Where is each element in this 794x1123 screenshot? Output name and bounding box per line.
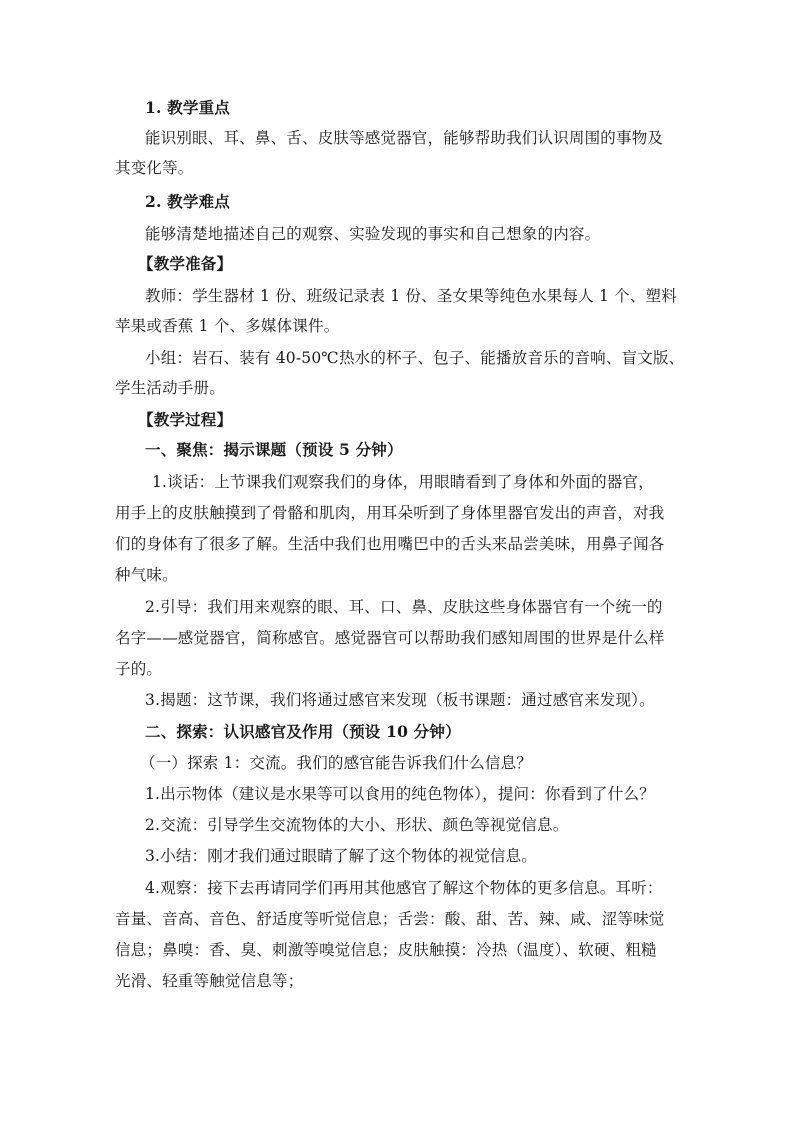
- paragraph-line: 学生活动手册。: [115, 379, 225, 397]
- heading-section-focus: 一、聚焦：揭示课题（预设 5 分钟）: [145, 440, 403, 459]
- paragraph-line: 们的身体有了很多了解。生活中我们也用嘴巴中的舌头来品尝美味，用鼻子闻各: [115, 535, 665, 553]
- paragraph-line: 2.引导：我们用来观察的眼、耳、口、鼻、皮肤这些身体器官有一个统一的: [145, 598, 663, 616]
- heading-teaching-preparation: 【教学准备】: [138, 254, 233, 273]
- paragraph-line: 3.小结：刚才我们通过眼睛了解了这个物体的视觉信息。: [145, 847, 537, 865]
- paragraph-line: 信息；鼻嗅：香、臭、刺激等嗅觉信息；皮肤触摸：冷热（温度）、软硬、粗糙: [115, 941, 657, 959]
- paragraph-line: 能识别眼、耳、鼻、舌、皮肤等感觉器官，能够帮助我们认识周围的事物及: [145, 129, 664, 147]
- heading-section-explore: 二、探索：认识感官及作用（预设 10 分钟）: [145, 722, 461, 741]
- paragraph-line: （一）探索 1：交流。我们的感官能告诉我们什么信息？: [140, 754, 532, 772]
- paragraph-line: 光滑、轻重等触觉信息等；: [115, 972, 304, 990]
- paragraph-line: 能够清楚地描述自己的观察、实验发现的事实和自己想象的内容。: [145, 225, 601, 243]
- heading-teaching-difficulty: 2. 教学难点: [145, 192, 230, 211]
- paragraph-line: 教师：学生器材 1 份、班级记录表 1 份、圣女果等纯色水果每人 1 个、塑料: [145, 287, 677, 305]
- heading-teaching-focus: 1. 教学重点: [145, 98, 230, 117]
- heading-teaching-process: 【教学过程】: [138, 410, 233, 429]
- paragraph-line: 种气味。: [115, 566, 178, 584]
- paragraph-line: 1.谈话：上节课我们观察我们的身体，用眼睛看到了身体和外面的器官，: [152, 473, 654, 491]
- paragraph-line: 2.交流：引导学生交流物体的大小、形状、颜色等视觉信息。: [145, 816, 569, 834]
- paragraph-line: 小组：岩石、装有 40-50℃热水的杯子、包子、能播放音乐的音响、盲文版、: [145, 349, 685, 367]
- paragraph-line: 苹果或香蕉 1 个、多媒体课件。: [115, 317, 340, 335]
- paragraph-line: 其变化等。: [115, 159, 194, 177]
- paragraph-line: 1.出示物体（建议是水果等可以食用的纯色物体），提问：你看到了什么？: [145, 785, 655, 803]
- paragraph-line: 音量、音高、音色、舒适度等听觉信息；舌尝：酸、甜、苦、辣、咸、涩等味觉: [115, 910, 665, 928]
- paragraph-line: 3.揭题：这节课，我们将通过感官来发现（板书课题：通过感官来发现）。: [145, 691, 655, 709]
- paragraph-line: 4.观察：接下去再请同学们再用其他感官了解这个物体的更多信息。耳听：: [145, 879, 663, 897]
- paragraph-line: 用手上的皮肤触摸到了骨骼和肌肉，用耳朵听到了身体里器官发出的声音，对我: [115, 504, 665, 522]
- paragraph-line: 子的。: [115, 660, 163, 678]
- paragraph-line: 名字——感觉器官，简称感官。感觉器官可以帮助我们感知周围的世界是什么样: [115, 629, 665, 647]
